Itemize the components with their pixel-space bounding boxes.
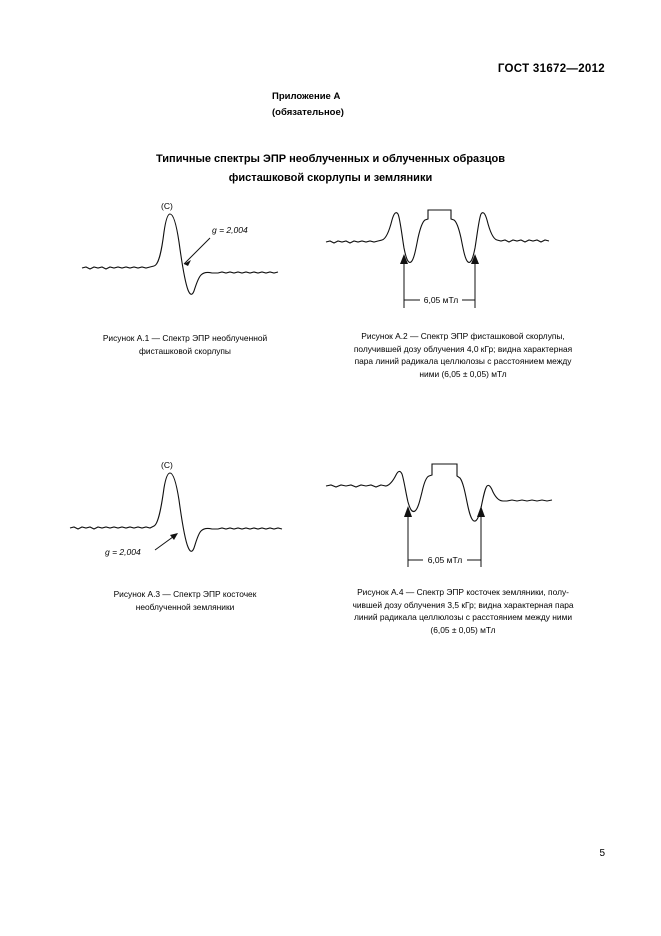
page-title bbox=[0, 150, 661, 188]
figure-caption-a4-line4: (6,05 ± 0,05) мТл bbox=[430, 624, 496, 635]
g-value-label-a1: g = 2,004 bbox=[212, 225, 248, 235]
page-number: 5 bbox=[599, 848, 605, 859]
figure-caption-a3 bbox=[60, 588, 310, 613]
g-pointer-line-a1 bbox=[184, 238, 210, 264]
spectrum-line-a3 bbox=[70, 473, 282, 551]
spectrum-line-a2 bbox=[326, 210, 549, 262]
epr-spectrum-a2 bbox=[318, 196, 608, 326]
figure-caption-a1 bbox=[60, 332, 310, 357]
spectrum-marker-a3: (C) bbox=[161, 460, 173, 470]
appendix-subtitle: (обязательное) bbox=[272, 107, 344, 118]
figure-caption-a4-line3: линий радикала целлюлозы с расстоянием между ними bbox=[353, 612, 573, 623]
figure-a4 bbox=[318, 452, 608, 636]
figure-caption-a1-line1: Рисунок А.1 — Спектр ЭПР необлученной bbox=[102, 333, 268, 343]
figure-a3 bbox=[60, 452, 310, 613]
page-title-line-2: фисташковой скорлупы и земляники bbox=[228, 172, 433, 184]
figure-caption-a4-line1: Рисунок А.4 — Спектр ЭПР косточек земляники, полу- bbox=[357, 587, 569, 597]
spectrum-line-a1 bbox=[82, 214, 278, 294]
distance-label-a4: 6,05 мТл bbox=[427, 555, 463, 565]
figure-caption-a3-line2: необлученной земляники bbox=[135, 601, 235, 612]
measure-arrow-left-a4 bbox=[404, 506, 412, 517]
epr-spectrum-a3 bbox=[60, 452, 310, 582]
epr-spectrum-a1 bbox=[60, 196, 310, 326]
figure-caption-a2 bbox=[318, 330, 608, 380]
figure-caption-a2-line3: пара линий радикала целлюлозы с расстоянием между bbox=[354, 356, 572, 367]
spectrum-marker-a1: (C) bbox=[161, 201, 173, 211]
standard-number: ГОСТ 31672—2012 bbox=[497, 63, 605, 75]
figure-caption-a2-line4: ними (6,05 ± 0,05) мТл bbox=[419, 368, 507, 379]
figure-caption-a2-line2: получившей дозу облучения 4,0 кГр; видна характерная bbox=[353, 343, 573, 354]
spectrum-line-a4 bbox=[326, 464, 552, 521]
figure-caption-a2-line1: Рисунок А.2 — Спектр ЭПР фисташковой скорлупы, bbox=[361, 331, 565, 341]
page-title-line-1: Типичные спектры ЭПР необлученных и облученных образцов bbox=[155, 153, 506, 165]
figure-a2 bbox=[318, 196, 608, 380]
figure-caption-a1-line2: фисташковой скорлупы bbox=[139, 345, 231, 356]
figure-caption-a4-line2: чившей дозу облучения 3,5 кГр; видна характерная пара bbox=[352, 599, 574, 610]
distance-label-a2: 6,05 мТл bbox=[423, 295, 459, 305]
figure-caption-a3-line1: Рисунок А.3 — Спектр ЭПР косточек bbox=[113, 589, 257, 599]
g-pointer-arrow-a3 bbox=[170, 533, 178, 540]
measure-arrow-right-a4 bbox=[477, 506, 485, 517]
figure-caption-a4 bbox=[318, 586, 608, 636]
epr-spectrum-a4 bbox=[318, 452, 608, 582]
appendix-label: Приложение А bbox=[272, 91, 341, 102]
g-value-label-a3: g = 2,004 bbox=[105, 547, 141, 557]
figure-a1 bbox=[60, 196, 310, 357]
